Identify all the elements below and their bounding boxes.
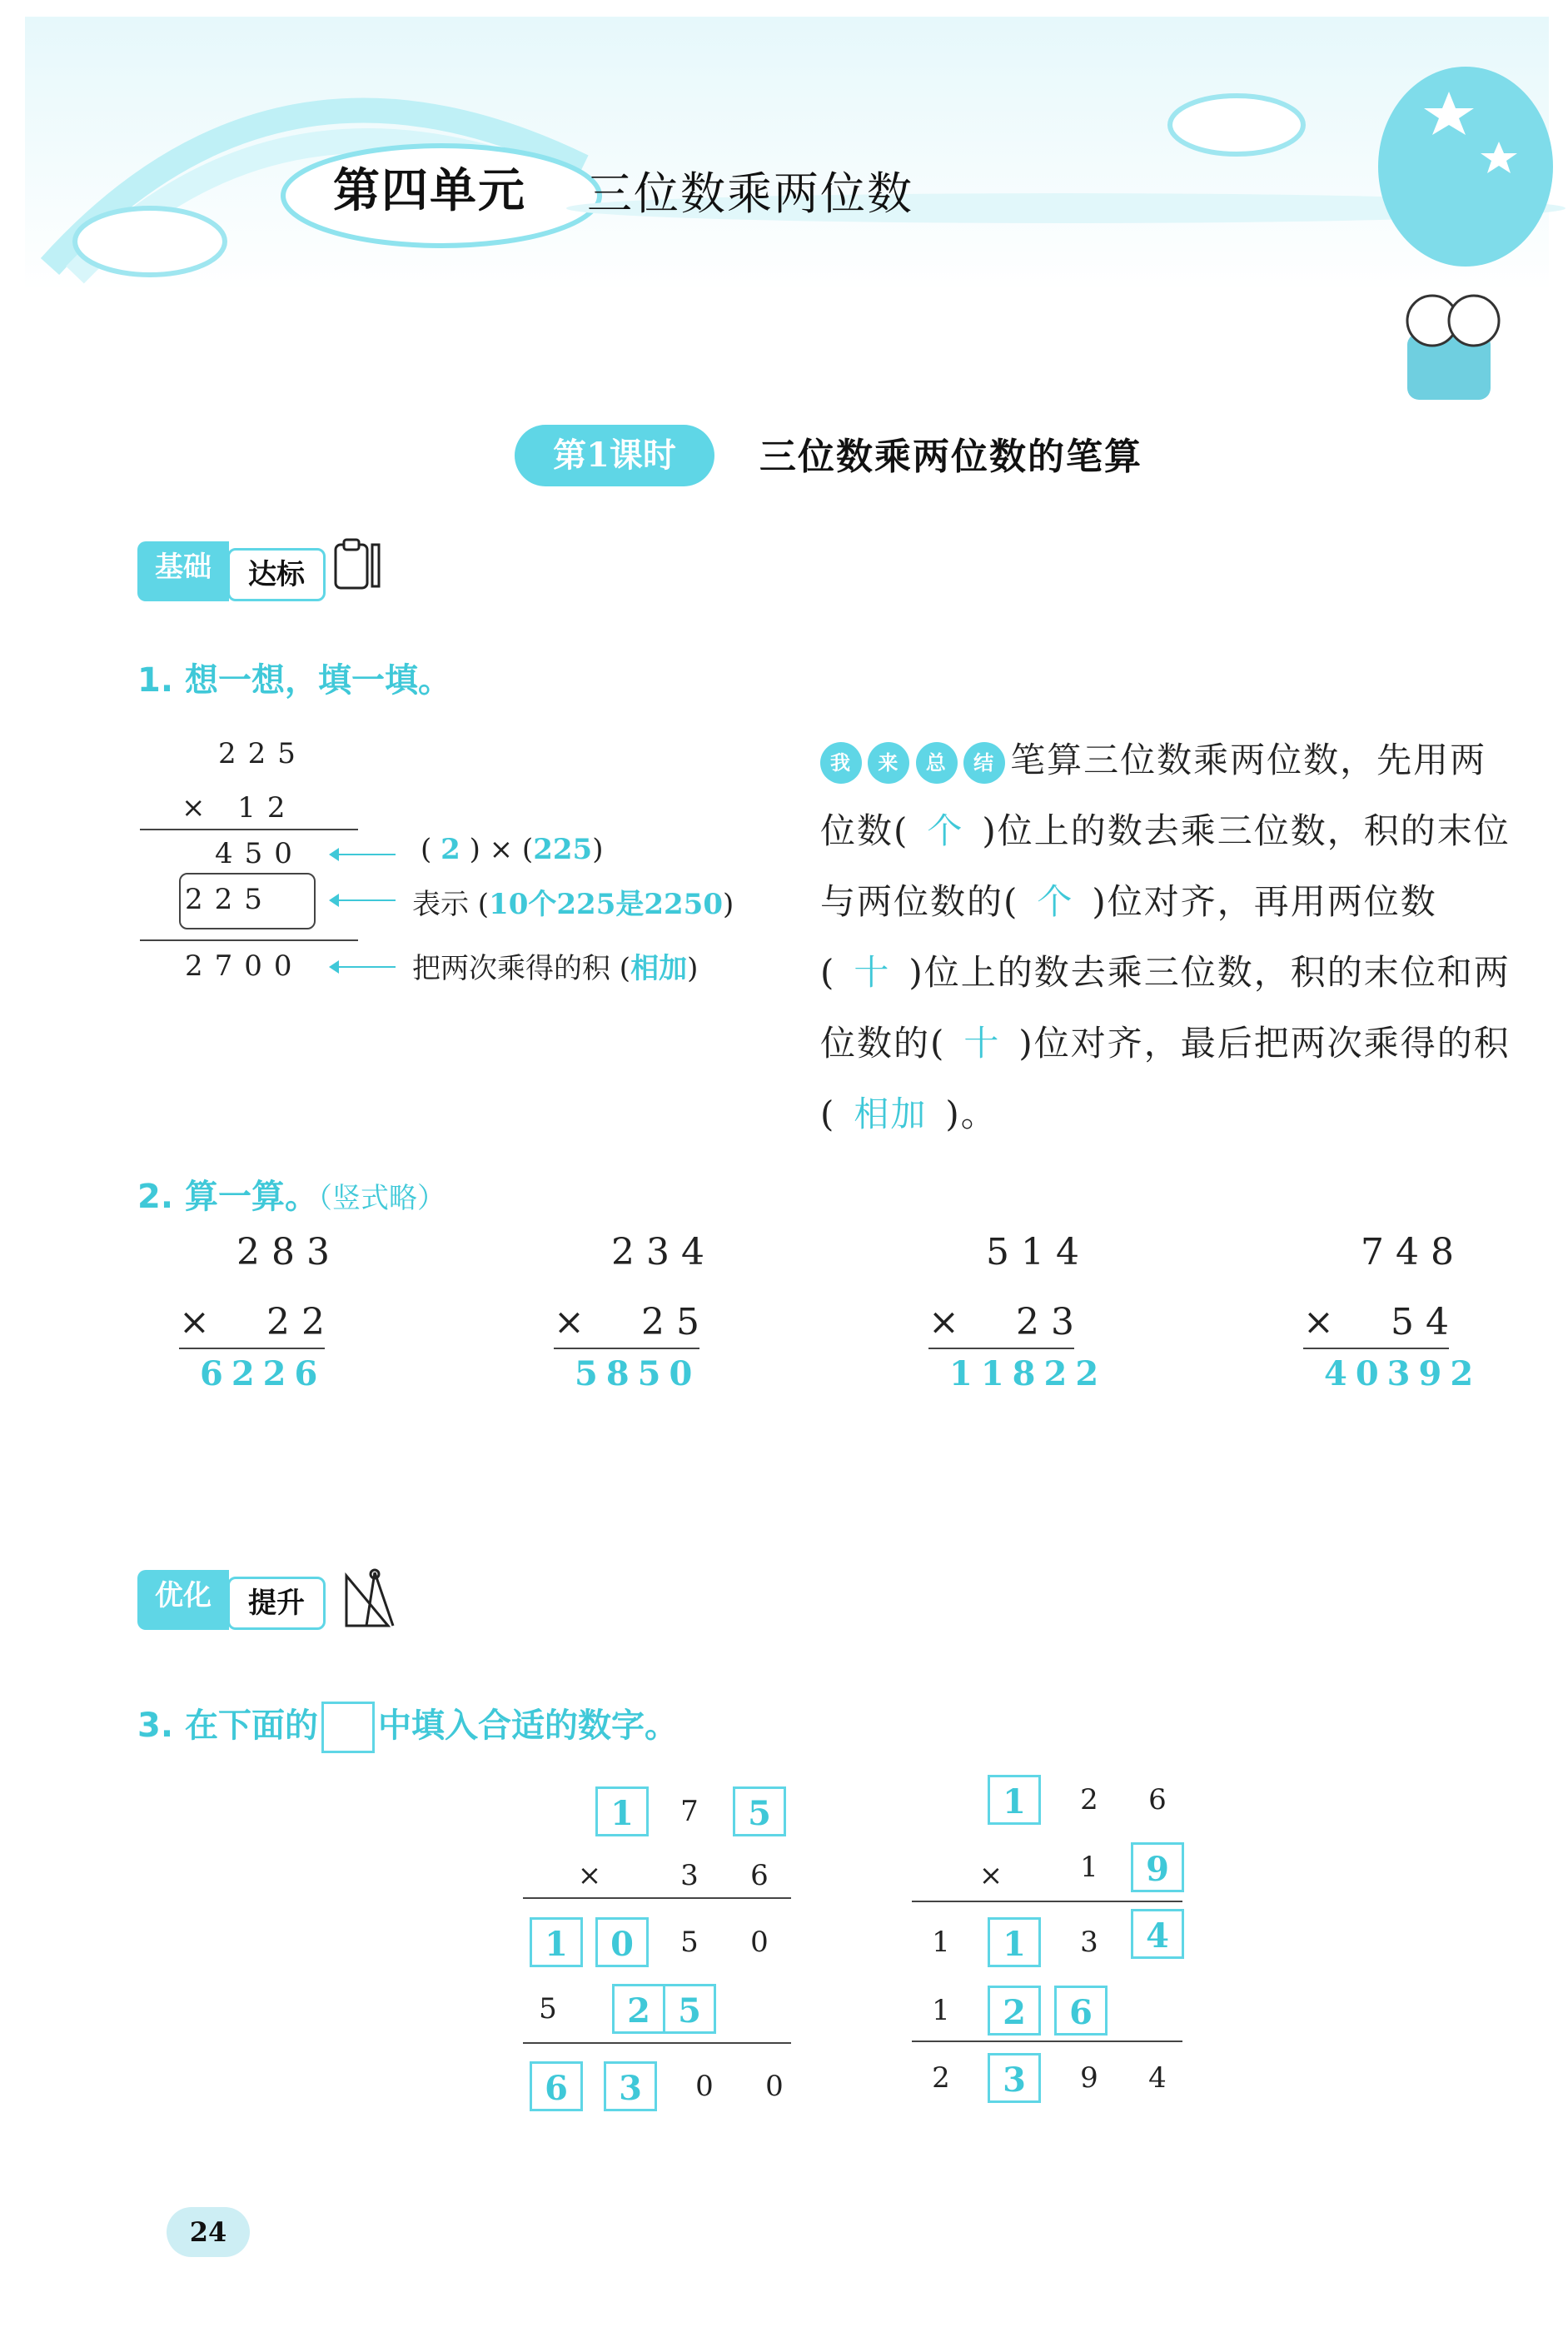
- note-text: ) × (: [469, 833, 534, 866]
- q3-left-box[interactable]: 3: [604, 2061, 657, 2111]
- q3-line: [523, 2042, 791, 2044]
- q3-right-box[interactable]: 2: [988, 1986, 1041, 2036]
- clipboard-icon: [329, 533, 387, 600]
- q3-right-digit: 2: [1080, 1783, 1098, 1816]
- q2-title-text: 2. 算一算。: [137, 1178, 318, 1216]
- q3-left-box[interactable]: 6: [530, 2061, 583, 2111]
- q3-right-box[interactable]: 4: [1131, 1909, 1184, 1959]
- q3-left-digit: 7: [680, 1795, 699, 1828]
- arrow-3: [337, 966, 396, 968]
- summary-box: [820, 725, 1520, 1149]
- summary-text: 笔算三位数乘两位数，先用两位数(: [820, 740, 1487, 851]
- q1-answer-meaning: 10个225是2250: [489, 888, 723, 921]
- note-text: 表示 (: [412, 888, 490, 921]
- q1-note-1: [421, 833, 603, 866]
- times-sign: ×: [928, 1301, 971, 1343]
- note-text: ): [687, 952, 699, 985]
- q2-line: [179, 1348, 325, 1349]
- q1-multiplicand: 225: [218, 737, 307, 770]
- q3-line: [912, 2041, 1182, 2042]
- tag-part-b: 提升: [227, 1577, 326, 1630]
- times-sign: ×: [978, 1859, 1003, 1892]
- question-3-title: [137, 1699, 678, 1753]
- q1-line-2: [140, 939, 358, 941]
- unit-title: 三位数乘两位数: [587, 167, 913, 220]
- question-1-title: 1. 想一想，填一填。: [137, 661, 451, 700]
- q2-line: [928, 1348, 1074, 1349]
- q2-multiplier: 23: [1016, 1301, 1086, 1343]
- tag-part-a: 优化: [137, 1570, 229, 1630]
- q1-line-1: [140, 829, 358, 830]
- summary-badge-char: 我: [820, 742, 862, 784]
- question-2-title: [137, 1170, 446, 1218]
- note-text: ): [723, 888, 734, 921]
- page-number: 24: [167, 2207, 250, 2257]
- q1-note-3: [412, 945, 698, 986]
- q3-title-post: 中填入合适的数字。: [377, 1707, 678, 1745]
- q3-right-digit: 1: [932, 1926, 950, 1959]
- q3-right-digit: 2: [932, 2061, 950, 2095]
- q2-multiplicand: 514: [986, 1231, 1091, 1273]
- q3-right-digit: 9: [1080, 2061, 1098, 2095]
- q3-title-pre: 3. 在下面的: [137, 1707, 318, 1745]
- q2-multiplier: 54: [1391, 1301, 1461, 1343]
- q3-left-digit: 0: [750, 1926, 769, 1959]
- summary-answer-4: 十: [963, 1023, 1001, 1064]
- q3-right-digit: 6: [1148, 1783, 1167, 1816]
- lesson-title: 三位数乘两位数的笔算: [759, 436, 1142, 478]
- q2-note: （竖式略）: [317, 1182, 446, 1215]
- summary-text: )位上的数去乘三位数，积的末位和两位数的(: [820, 952, 1511, 1064]
- q3-right-box[interactable]: 6: [1054, 1986, 1108, 2036]
- q3-right-box[interactable]: 1: [988, 1917, 1041, 1967]
- q2-multiplicand: 748: [1361, 1231, 1466, 1273]
- note-text: (: [421, 833, 432, 866]
- arrow-2: [337, 899, 396, 901]
- arrow-1: [337, 854, 396, 855]
- q2-multiplier: 22: [266, 1301, 336, 1343]
- q3-left-box[interactable]: 5: [663, 1984, 716, 2034]
- summary-badge-char: 结: [963, 742, 1005, 784]
- q1-answer-2: 2: [441, 833, 460, 866]
- unit-label: 第四单元: [333, 164, 526, 218]
- q3-left-box[interactable]: 2: [612, 1984, 665, 2034]
- q1-answer-add: 相加: [630, 952, 688, 985]
- q3-right-box[interactable]: 1: [988, 1775, 1041, 1825]
- q2-line: [1303, 1348, 1449, 1349]
- summary-text: )位对齐，最后把两次乘得的积(: [820, 1023, 1511, 1134]
- summary-answer-1: 个: [927, 810, 964, 851]
- q3-box-sample: [321, 1702, 375, 1753]
- q3-left-box[interactable]: 5: [733, 1786, 786, 1836]
- q3-line: [912, 1901, 1182, 1902]
- q2-answer: 5850: [575, 1354, 701, 1393]
- q3-right-digit: 3: [1080, 1926, 1098, 1959]
- q3-left-digit: 5: [680, 1926, 699, 1959]
- summary-text: )。: [945, 1094, 998, 1134]
- header: [0, 0, 1568, 433]
- q2-multiplier: 25: [641, 1301, 711, 1343]
- lesson-badge: 第1课时: [515, 425, 714, 486]
- q3-left-digit: 0: [765, 2070, 784, 2103]
- q3-line: [523, 1897, 791, 1899]
- q2-answer: 11822: [949, 1354, 1108, 1393]
- q3-right-digit: 1: [1080, 1851, 1098, 1884]
- q1-partial-1: 450: [215, 837, 304, 870]
- ruler-compass-icon: [341, 1566, 404, 1632]
- q3-left-box[interactable]: 1: [530, 1917, 583, 1967]
- summary-badge-char: 来: [868, 742, 909, 784]
- q2-answer: 6226: [200, 1354, 326, 1393]
- q3-left-digit: 5: [539, 1992, 557, 2026]
- q1-multiplier: × 12: [182, 791, 297, 825]
- tag-part-a: 基础: [137, 541, 229, 601]
- q1-product: 2700: [185, 949, 304, 983]
- summary-text: )位上的数去乘三位数，积的末位与两位数的(: [820, 810, 1511, 922]
- summary-answer-5: 相加: [854, 1094, 928, 1134]
- q1-note-2: [412, 881, 734, 922]
- q2-line: [554, 1348, 699, 1349]
- q2-multiplicand: 283: [236, 1231, 341, 1273]
- q3-left-box[interactable]: 0: [595, 1917, 649, 1967]
- summary-text: )位对齐，再用两位数(: [820, 881, 1437, 993]
- q1-partial-2: 225: [185, 883, 274, 916]
- note-text: 把两次乘得的积 (: [412, 952, 631, 985]
- q3-left-box[interactable]: 1: [595, 1786, 649, 1836]
- q3-left-digit: 0: [695, 2070, 714, 2103]
- q3-left-digit: 3: [680, 1859, 699, 1892]
- times-sign: ×: [1303, 1301, 1346, 1343]
- summary-badge-char: 总: [916, 742, 958, 784]
- q3-right-digit: 1: [932, 1994, 950, 2027]
- q3-right-box[interactable]: 9: [1131, 1842, 1184, 1892]
- times-sign: ×: [179, 1301, 222, 1343]
- times-sign: ×: [554, 1301, 596, 1343]
- q3-left-digit: 6: [750, 1859, 769, 1892]
- summary-answer-2: 个: [1037, 881, 1074, 922]
- q3-right-box[interactable]: 3: [988, 2053, 1041, 2103]
- q3-right-digit: 4: [1148, 2061, 1167, 2095]
- q2-multiplicand: 234: [611, 1231, 716, 1273]
- times-sign: ×: [577, 1859, 602, 1892]
- note-text: ): [592, 833, 604, 866]
- summary-answer-3: 十: [854, 952, 891, 993]
- q1-answer-225: 225: [533, 833, 593, 866]
- tag-part-b: 达标: [227, 548, 326, 601]
- q2-answer: 40392: [1324, 1354, 1482, 1393]
